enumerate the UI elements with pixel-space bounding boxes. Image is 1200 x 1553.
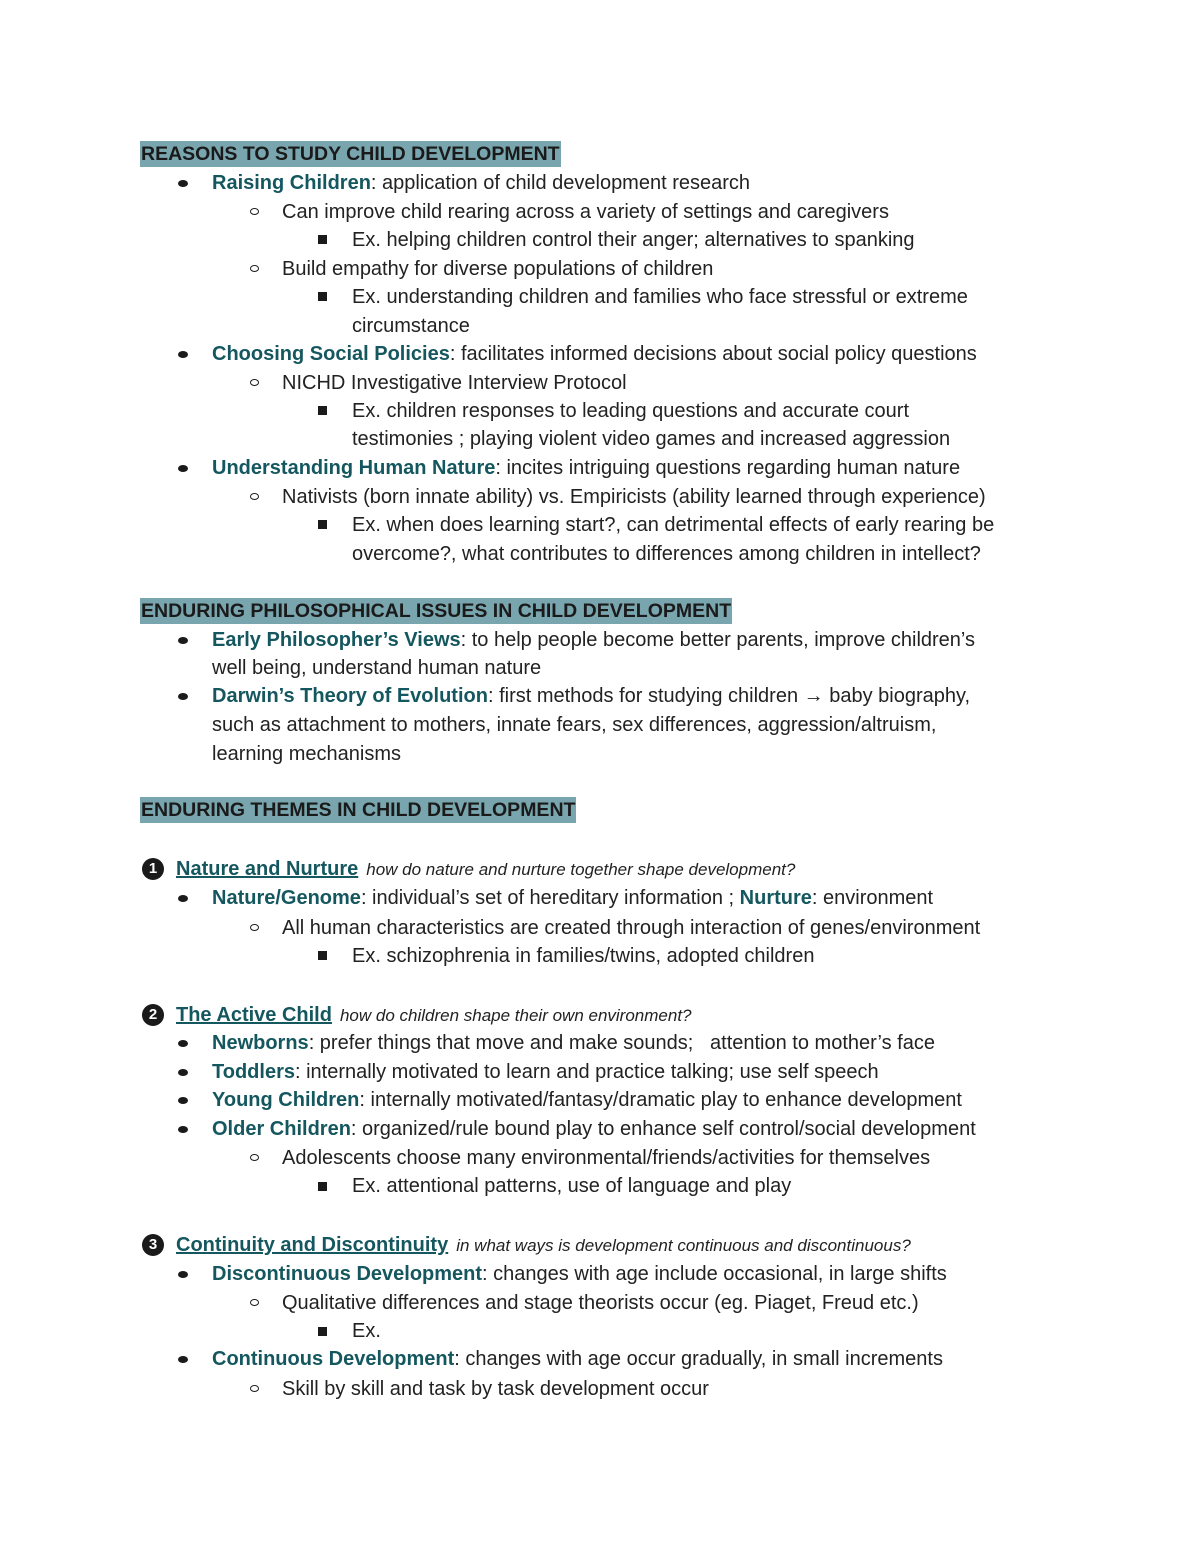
circle-bullet-icon — [250, 493, 259, 500]
term-young-children: Young Children — [212, 1089, 360, 1111]
term-nature-genome: Nature/Genome — [212, 887, 361, 909]
square-bullet-icon — [318, 235, 327, 244]
list-item-discontinuous — [212, 1260, 947, 1288]
square-bullet-icon — [318, 951, 327, 960]
theme-title-continuity — [176, 1231, 911, 1260]
example-item-continued: overcome?, what contributes to differences among children in intellect? — [352, 543, 981, 565]
list-item-continued: well being, understand human nature — [212, 657, 542, 679]
bullet-icon — [178, 1271, 188, 1278]
theme-title-text: Nature and Nurture — [176, 858, 359, 880]
list-item-early-philosophers — [212, 626, 975, 654]
term-darwins-theory: Darwin’s Theory of Evolution — [212, 685, 488, 707]
number-2-icon: 2 — [142, 1004, 164, 1026]
definition-text: : first methods for studying children → baby biography, — [487, 685, 971, 707]
list-item-raising-children — [212, 169, 750, 197]
list-subitem: Build empathy for diverse populations of children — [282, 258, 714, 280]
term-discontinuous-development: Discontinuous Development — [212, 1263, 483, 1285]
section-heading-reasons: REASONS TO STUDY CHILD DEVELOPMENT — [141, 143, 560, 165]
theme-question: in what ways is development continuous and discontinuous? — [456, 1236, 911, 1255]
term-early-philosophers-views: Early Philosopher’s Views — [212, 629, 461, 651]
circle-bullet-icon — [250, 1299, 259, 1306]
theme-title-text: The Active Child — [176, 1004, 332, 1026]
list-subitem: Qualitative differences and stage theorists occur (eg. Piaget, Freud etc.) — [282, 1292, 919, 1314]
list-item-toddlers — [212, 1058, 879, 1086]
square-bullet-icon — [318, 1327, 327, 1336]
bullet-icon — [178, 1069, 188, 1076]
term-newborns: Newborns — [212, 1032, 309, 1054]
bullet-icon — [178, 1356, 188, 1363]
bullet-icon — [178, 351, 188, 358]
list-subitem: Adolescents choose many environmental/friends/activities for themselves — [282, 1147, 931, 1169]
number-1-icon: 1 — [142, 858, 164, 880]
definition-text: : to help people become better parents, improve children’s — [460, 629, 975, 651]
example-item: Ex. schizophrenia in families/twins, adopted children — [352, 945, 815, 967]
theme-title-nature-nurture — [176, 855, 795, 884]
definition-text: : changes with age occur gradually, in small increments — [454, 1348, 943, 1370]
definition-text: : application of child development research — [370, 172, 751, 194]
example-item: Ex. understanding children and families who face stressful or extreme — [352, 286, 968, 308]
bullet-icon — [178, 895, 188, 902]
term-raising-children: Raising Children — [212, 172, 371, 194]
list-subitem: Can improve child rearing across a variety of settings and caregivers — [282, 201, 889, 223]
term-choosing-social-policies: Choosing Social Policies — [212, 343, 450, 365]
theme-question: how do nature and nurture together shape development? — [366, 860, 796, 879]
definition-text: : internally motivated to learn and practice talking; use self speech — [294, 1061, 879, 1083]
definition-text: : organized/rule bound play to enhance self control/social development — [350, 1118, 976, 1140]
list-item-darwin — [212, 682, 970, 710]
number-3-icon: 3 — [142, 1234, 164, 1256]
list-subitem: All human characteristics are created through interaction of genes/environment — [282, 917, 981, 939]
term-understanding-human-nature: Understanding Human Nature — [212, 457, 496, 479]
term-toddlers: Toddlers — [212, 1061, 295, 1083]
theme-title-text: Continuity and Discontinuity — [176, 1234, 449, 1256]
list-item-continued: such as attachment to mothers, innate fears, sex differences, aggression/altruism, — [212, 714, 937, 736]
list-item-older-children — [212, 1115, 976, 1143]
section-heading-philosophical: ENDURING PHILOSOPHICAL ISSUES IN CHILD DEVELOPMENT — [141, 600, 732, 622]
term-nurture: Nurture — [739, 887, 812, 909]
bullet-icon — [178, 180, 188, 187]
example-item: Ex. attentional patterns, use of language and play — [352, 1175, 792, 1197]
section-heading-themes: ENDURING THEMES IN CHILD DEVELOPMENT — [141, 799, 576, 821]
list-subitem: Nativists (born innate ability) vs. Empiricists (ability learned through experience) — [282, 486, 986, 508]
list-item-human-nature — [212, 454, 960, 482]
bullet-icon — [178, 1097, 188, 1104]
example-item: Ex. when does learning start?, can detrimental effects of early rearing be — [352, 514, 995, 536]
bullet-icon — [178, 693, 188, 700]
bullet-icon — [178, 1040, 188, 1047]
example-item: Ex. — [352, 1320, 381, 1342]
square-bullet-icon — [318, 520, 327, 529]
example-item-continued: testimonies ; playing violent video games and increased aggression — [352, 428, 951, 450]
term-continuous-development: Continuous Development — [212, 1348, 455, 1370]
bullet-icon — [178, 465, 188, 472]
theme-title-active-child — [176, 1001, 692, 1030]
example-item: Ex. children responses to leading questions and accurate court — [352, 400, 910, 422]
example-item-continued: circumstance — [352, 315, 470, 337]
list-item-social-policies — [212, 340, 977, 368]
term-older-children: Older Children — [212, 1118, 351, 1140]
circle-bullet-icon — [250, 208, 259, 215]
definition-text: : prefer things that move and make sounds; attention to mother’s face — [308, 1032, 935, 1054]
definition-text: : individual’s set of hereditary information ; — [360, 887, 740, 909]
list-item-newborns — [212, 1029, 935, 1057]
definition-text: : environment — [811, 887, 934, 909]
square-bullet-icon — [318, 406, 327, 415]
definition-text: : changes with age include occasional, in large shifts — [482, 1263, 947, 1285]
example-item: Ex. helping children control their anger; alternatives to spanking — [352, 229, 915, 251]
circle-bullet-icon — [250, 265, 259, 272]
list-item-continued: learning mechanisms — [212, 743, 401, 765]
square-bullet-icon — [318, 1182, 327, 1191]
square-bullet-icon — [318, 292, 327, 301]
circle-bullet-icon — [250, 379, 259, 386]
list-subitem: Skill by skill and task by task development occur — [282, 1378, 709, 1400]
bullet-icon — [178, 637, 188, 644]
theme-question: how do children shape their own environment? — [339, 1006, 692, 1025]
circle-bullet-icon — [250, 1385, 259, 1392]
definition-text: : facilitates informed decisions about social policy questions — [449, 343, 977, 365]
circle-bullet-icon — [250, 924, 259, 931]
bullet-icon — [178, 1126, 188, 1133]
definition-text: : internally motivated/fantasy/dramatic play to enhance development — [359, 1089, 962, 1111]
circle-bullet-icon — [250, 1154, 259, 1161]
list-subitem: NICHD Investigative Interview Protocol — [282, 372, 627, 394]
list-item-young-children — [212, 1086, 962, 1114]
list-item-continuous — [212, 1345, 943, 1373]
definition-text: : incites intriguing questions regarding human nature — [495, 457, 961, 479]
list-item-nature-genome — [212, 884, 933, 912]
